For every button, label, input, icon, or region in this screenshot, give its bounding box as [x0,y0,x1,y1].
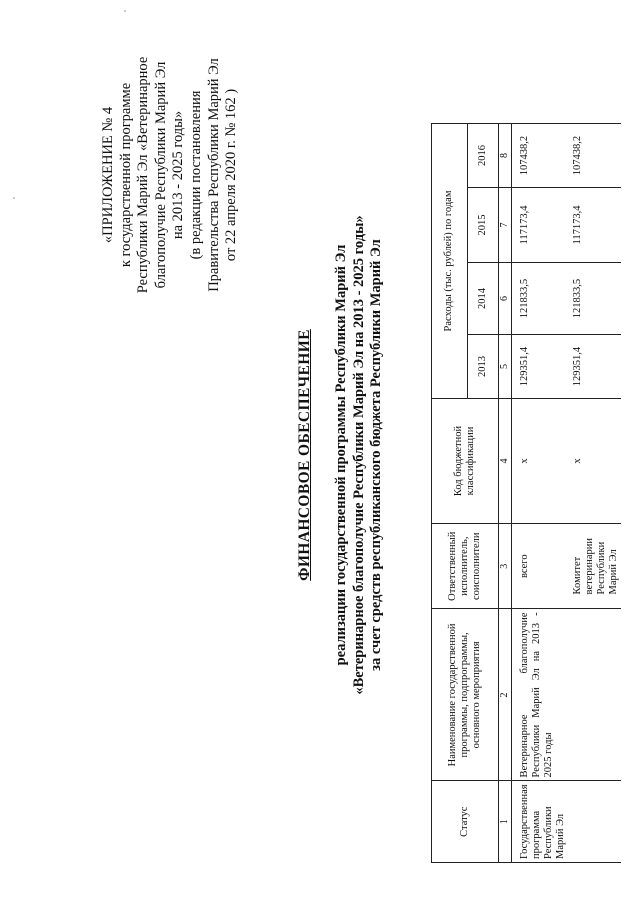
scan-speck [13,197,15,199]
cell-budget-code: х [512,399,573,524]
header-status: Статус [432,781,499,863]
table-header-row [432,124,468,863]
appendix-line: (в редакции постановления [187,90,204,260]
scan-speck [124,10,126,12]
column-number: 3 [499,524,512,609]
cell-value-2015: 117173,4 [512,188,573,263]
appendix-line: «ПРИЛОЖЕНИЕ № 4 [100,106,116,244]
cell-value-2013: 129351,4 [572,335,621,399]
table-row [512,124,573,863]
table-row [572,124,621,863]
column-number: 8 [499,124,512,188]
header-year: 2016 [467,124,498,188]
document-title: ФИНАНСОВОЕ ОБЕСПЕЧЕНИЕ [296,329,313,581]
document-subtitle-line: за счет средств республиканского бюджета Республики Марий Эл [368,239,384,671]
financing-table [431,123,621,863]
header-executor: Ответственный исполнитель, соисполнители [432,524,499,609]
cell-value-2016: 107438,2 [512,124,573,188]
appendix-line: к государственной программе [117,82,134,268]
header-budget-code: Код бюджетной классификации [432,399,499,524]
cell-budget-code: х [572,399,621,524]
column-number: 5 [499,335,512,399]
header-year: 2014 [467,263,498,335]
cell-name: Ветеринарное благополучие Республики Марий Эл на 2013 - 2025 годы [512,609,573,781]
column-number: 6 [499,263,512,335]
cell-value-2014: 121833,5 [512,263,573,335]
column-number: 2 [499,609,512,781]
header-year: 2013 [467,335,498,399]
appendix-block [100,15,241,335]
column-number-row [499,124,512,863]
header-name: Наименование государственной программы, подпрограммы, основного мероприятия [432,609,499,781]
cell-value-2013: 129351,4 [512,335,573,399]
column-number: 7 [499,188,512,263]
appendix-line: от 22 апреля 2020 г. № 162 ) [223,88,240,262]
cell-executor: Комитет ветеринарии Республики Марий Эл [572,524,621,609]
document-title-block [296,75,386,835]
cell-value-2015: 117173,4 [572,188,621,263]
appendix-line: на 2013 - 2025 годы» [170,110,187,240]
column-number: 4 [499,399,512,524]
header-expenses: Расходы (тыс. рублей) по годам [432,124,468,399]
document-subtitle-line: «Ветеринарное благополучие Республики Марий Эл на 2013 - 2025 годы» [350,215,367,695]
cell-name [572,609,621,781]
cell-value-2016: 107438,2 [572,124,621,188]
appendix-line: благополучие Республики Марий Эл [152,61,169,289]
document-subtitle-line: реализации государственной программы Республики Марий Эл [333,244,349,666]
appendix-line: Республики Марий Эл «Ветеринарное [135,56,152,294]
cell-value-2014: 121833,5 [572,263,621,335]
header-year: 2015 [467,188,498,263]
column-number: 1 [499,781,512,863]
cell-executor: всего [512,524,573,609]
appendix-line: Правительства Республики Марий Эл [205,58,222,292]
cell-status [572,781,621,863]
cell-status: Государственная программа Республики Марий Эл [512,781,573,863]
